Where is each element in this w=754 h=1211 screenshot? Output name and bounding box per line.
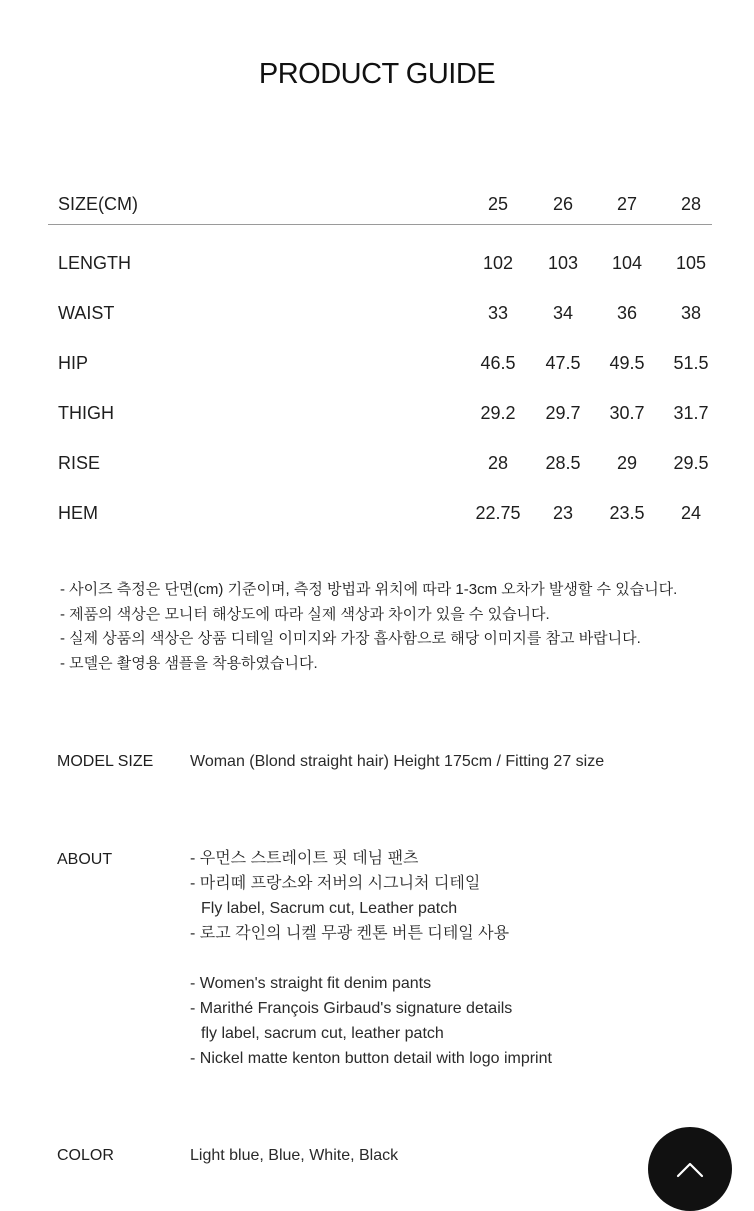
note-item: - 실제 상품의 색상은 상품 디테일 이미지와 가장 흡사함으로 해당 이미지를 참고 바랍니다. xyxy=(60,630,641,647)
size-table xyxy=(48,186,712,545)
chevron-up-icon xyxy=(675,1159,705,1179)
size-header-cell: 25 xyxy=(487,194,509,214)
about-item: - Marithé François Girbaud's signature details xyxy=(190,1000,513,1017)
row-label: HEM xyxy=(58,503,98,523)
scroll-to-top-button[interactable] xyxy=(648,1127,732,1211)
table-cell: 29.5 xyxy=(673,453,709,473)
table-cell: 51.5 xyxy=(673,353,709,373)
about-list xyxy=(190,846,552,1071)
about-item: - 로고 각인의 니켈 무광 켄톤 버튼 디테일 사용 xyxy=(190,925,510,942)
table-cell: 49.5 xyxy=(609,353,645,373)
size-header-label: SIZE(CM) xyxy=(58,194,138,214)
size-header-cell: 26 xyxy=(552,194,574,214)
about-item: - Nickel matte kenton button detail with logo imprint xyxy=(190,1050,552,1067)
table-cell: 46.5 xyxy=(480,353,516,373)
note-item: - 모델은 촬영용 샘플을 착용하였습니다. xyxy=(60,654,318,672)
table-row-thigh xyxy=(48,395,712,445)
about-item: fly label, sacrum cut, leather patch xyxy=(201,1025,444,1042)
about-item: Fly label, Sacrum cut, Leather patch xyxy=(201,900,458,917)
size-header-cell: 27 xyxy=(616,194,638,214)
table-cell: 33 xyxy=(487,303,509,323)
row-label: LENGTH xyxy=(58,253,132,273)
table-cell: 29 xyxy=(616,453,638,473)
about-spacer xyxy=(190,946,552,971)
table-cell: 34 xyxy=(552,303,574,323)
table-cell: 31.7 xyxy=(673,403,709,423)
table-cell: 105 xyxy=(675,253,707,273)
about-item: - 마리떼 프랑소와 저버의 시그니처 디테일 xyxy=(190,875,481,892)
table-cell: 102 xyxy=(482,253,514,273)
table-cell: 104 xyxy=(611,253,643,273)
size-header-cell: 28 xyxy=(680,194,702,214)
table-cell: 30.7 xyxy=(609,403,645,423)
size-table-header xyxy=(48,186,712,224)
about-item: - 우먼스 스트레이트 핏 데님 팬츠 xyxy=(190,850,419,867)
table-cell: 22.75 xyxy=(475,503,521,523)
row-label: HIP xyxy=(58,353,89,373)
row-label: WAIST xyxy=(58,303,115,323)
about-label: ABOUT xyxy=(57,851,113,868)
table-divider xyxy=(48,224,712,225)
table-cell: 47.5 xyxy=(545,353,581,373)
table-cell: 38 xyxy=(680,303,702,323)
table-row-hem xyxy=(48,495,712,545)
table-cell: 28.5 xyxy=(545,453,581,473)
table-cell: 23 xyxy=(552,503,574,523)
table-row-length xyxy=(48,245,712,295)
table-row-waist xyxy=(48,295,712,345)
table-cell: 103 xyxy=(547,253,579,273)
notes-list xyxy=(60,578,730,676)
table-cell: 28 xyxy=(487,453,509,473)
page-title: PRODUCT GUIDE xyxy=(258,58,496,90)
color-label: COLOR xyxy=(57,1147,114,1164)
table-row-rise xyxy=(48,445,712,495)
table-cell: 36 xyxy=(616,303,638,323)
table-cell: 29.2 xyxy=(480,403,516,423)
note-item: - 제품의 색상은 모니터 해상도에 따라 실제 색상과 차이가 있을 수 있습니다. xyxy=(60,605,550,623)
row-label: RISE xyxy=(58,453,101,473)
model-size-value: Woman (Blond straight hair) Height 175cm / Fitting 27 size xyxy=(190,753,605,770)
about-item: - Women's straight fit denim pants xyxy=(190,975,432,992)
note-item: - 사이즈 측정은 단면(cm) 기준이며, 측정 방법과 위치에 따라 1-3cm 오차가 발생할 수 있습니다. xyxy=(60,581,678,598)
table-cell: 29.7 xyxy=(545,403,581,423)
table-cell: 23.5 xyxy=(609,503,645,523)
color-value: Light blue, Blue, White, Black xyxy=(190,1147,399,1164)
table-cell: 24 xyxy=(680,503,702,523)
row-label: THIGH xyxy=(58,403,114,423)
model-size-label: MODEL SIZE xyxy=(57,753,154,770)
table-row-hip xyxy=(48,345,712,395)
